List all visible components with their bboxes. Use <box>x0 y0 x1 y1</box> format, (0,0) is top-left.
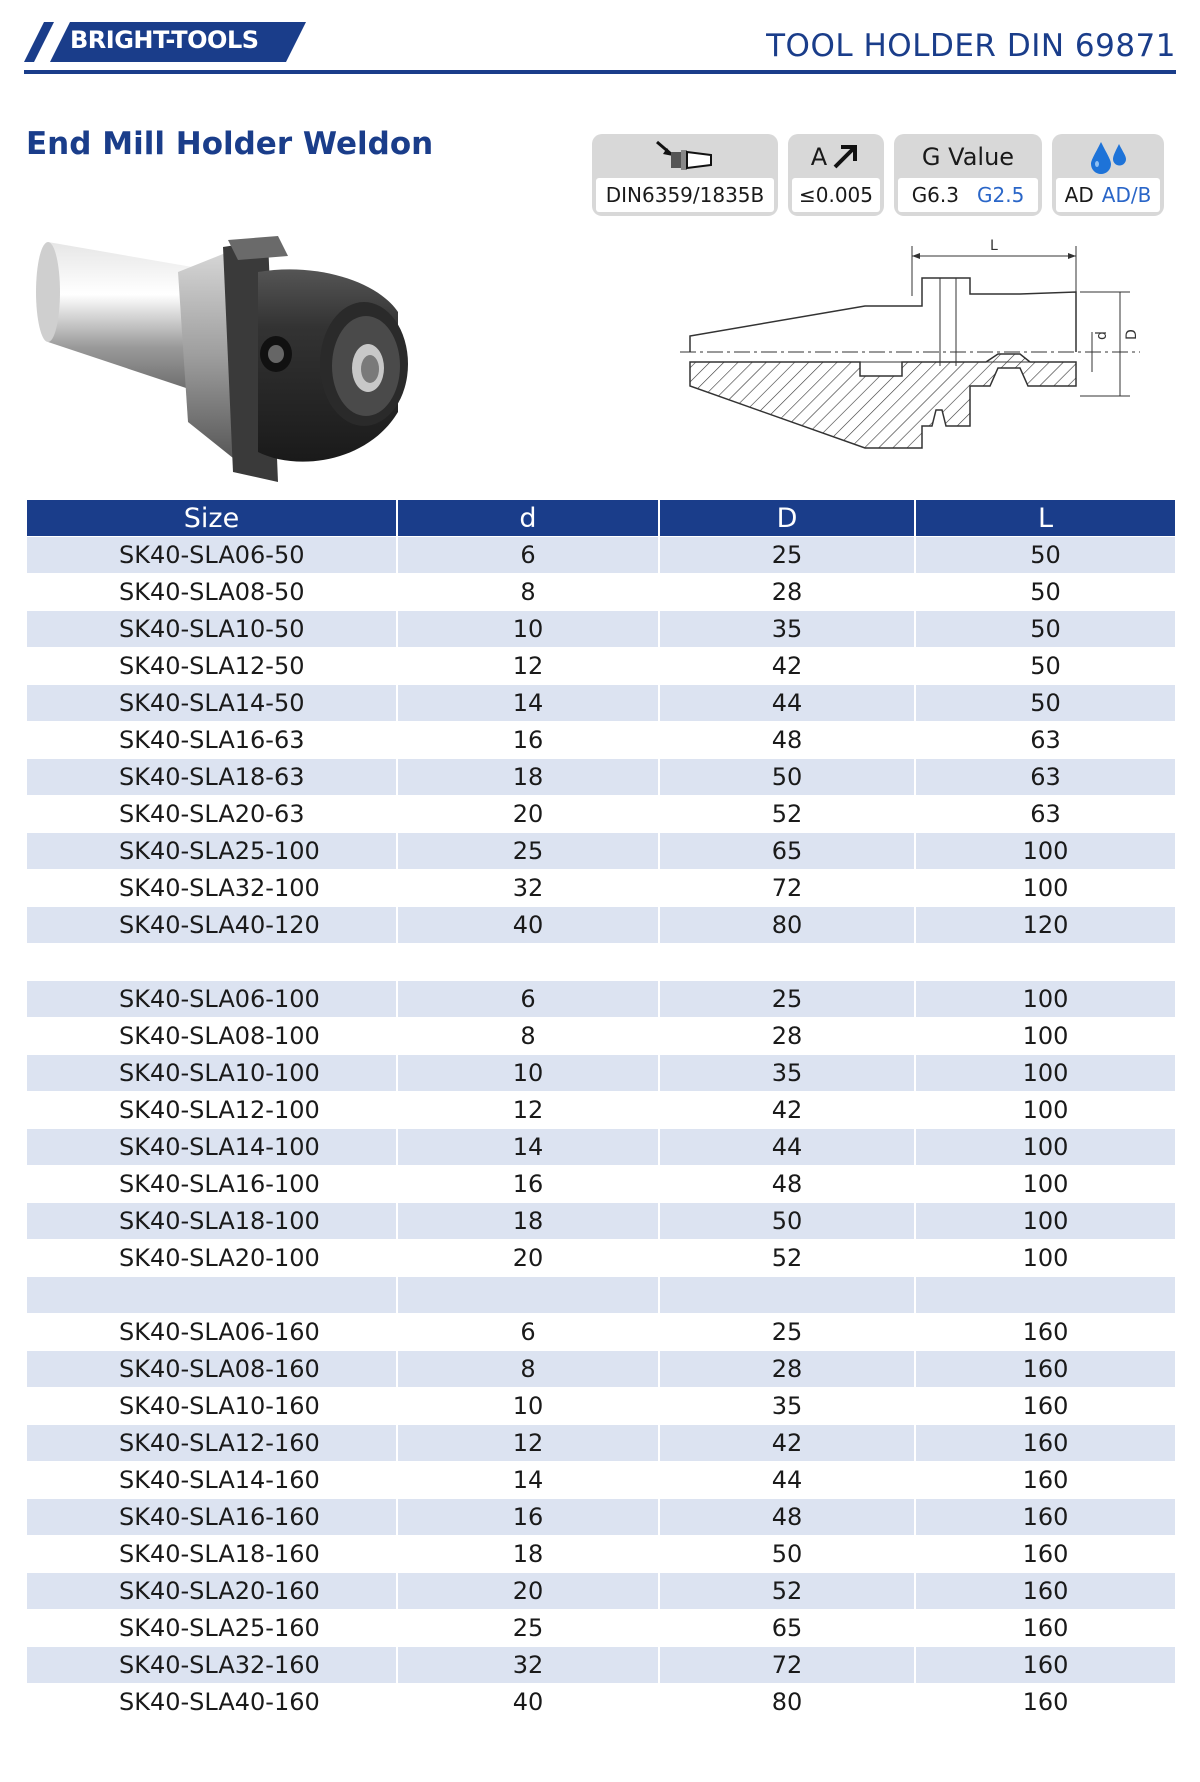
cell-D: 50 <box>659 1203 915 1240</box>
cell-size: SK40-SLA16-63 <box>27 722 397 759</box>
cell-d: 16 <box>397 722 659 759</box>
cell-size: SK40-SLA06-50 <box>27 537 397 574</box>
cell-D: 35 <box>659 611 915 648</box>
cell-D: 42 <box>659 1425 915 1462</box>
cell-L: 160 <box>915 1684 1175 1721</box>
cell-L: 160 <box>915 1610 1175 1647</box>
table-row <box>27 1314 1175 1351</box>
table-row <box>27 1647 1175 1684</box>
cell-d: 20 <box>397 796 659 833</box>
table-header-row <box>27 500 1175 537</box>
cell-d: 8 <box>397 574 659 611</box>
cell-size: SK40-SLA06-160 <box>27 1314 397 1351</box>
cell-size: SK40-SLA18-100 <box>27 1203 397 1240</box>
table-row <box>27 1573 1175 1610</box>
cell-D: 48 <box>659 1166 915 1203</box>
cell-L: 50 <box>915 537 1175 574</box>
table-row <box>27 907 1175 944</box>
table-row <box>27 1684 1175 1721</box>
cell-size: SK40-SLA20-100 <box>27 1240 397 1277</box>
cell-d: 20 <box>397 1240 659 1277</box>
cell-d: 18 <box>397 1203 659 1240</box>
cell-D: 65 <box>659 833 915 870</box>
cell-d: 12 <box>397 1425 659 1462</box>
cell-D: 48 <box>659 1499 915 1536</box>
cell-L: 160 <box>915 1536 1175 1573</box>
cell-L: 160 <box>915 1351 1175 1388</box>
spec-runout <box>788 134 884 216</box>
cell-D: 25 <box>659 981 915 1018</box>
drawing-label-d: d <box>1094 331 1110 340</box>
cell-size: SK40-SLA12-160 <box>27 1425 397 1462</box>
cell-D: 25 <box>659 537 915 574</box>
cell-size: SK40-SLA25-160 <box>27 1610 397 1647</box>
cell-size: SK40-SLA14-50 <box>27 685 397 722</box>
table-row <box>27 685 1175 722</box>
cell-D: 72 <box>659 1647 915 1684</box>
table-row <box>27 1351 1175 1388</box>
cell-d: 40 <box>397 1684 659 1721</box>
cell-D: 48 <box>659 722 915 759</box>
spec-balance-g63: G6.3 <box>911 183 959 207</box>
table-row <box>27 870 1175 907</box>
spec-coolant-ad: AD <box>1064 183 1094 207</box>
cell-d: 8 <box>397 1018 659 1055</box>
table-row <box>27 722 1175 759</box>
cell-size: SK40-SLA06-100 <box>27 981 397 1018</box>
drawing-label-l: L <box>990 238 998 254</box>
cell-D: 44 <box>659 1462 915 1499</box>
cell-size: SK40-SLA32-100 <box>27 870 397 907</box>
cell-L: 50 <box>915 685 1175 722</box>
drawing-label-D: D <box>1124 329 1140 340</box>
cell-L: 50 <box>915 648 1175 685</box>
cell-size: SK40-SLA18-160 <box>27 1536 397 1573</box>
spec-balance <box>894 134 1042 216</box>
cell-L: 63 <box>915 796 1175 833</box>
spacer-cell <box>27 944 397 981</box>
cell-d: 8 <box>397 1351 659 1388</box>
cell-d: 16 <box>397 1166 659 1203</box>
cell-d: 20 <box>397 1573 659 1610</box>
cell-D: 44 <box>659 685 915 722</box>
table-row <box>27 1092 1175 1129</box>
spacer-cell <box>915 1277 1175 1314</box>
cell-L: 100 <box>915 1166 1175 1203</box>
spec-runout-label: A <box>810 143 828 171</box>
cell-size: SK40-SLA12-100 <box>27 1092 397 1129</box>
cell-size: SK40-SLA40-160 <box>27 1684 397 1721</box>
cell-L: 63 <box>915 759 1175 796</box>
technical-drawing <box>680 236 1170 488</box>
cell-d: 14 <box>397 1462 659 1499</box>
table-row <box>27 1166 1175 1203</box>
cell-D: 28 <box>659 1351 915 1388</box>
spec-runout-value: ≤0.005 <box>798 183 873 207</box>
header-size: Size <box>27 500 397 537</box>
table-row <box>27 1129 1175 1166</box>
cell-size: SK40-SLA16-160 <box>27 1499 397 1536</box>
cell-size: SK40-SLA08-100 <box>27 1018 397 1055</box>
spacer-cell <box>915 944 1175 981</box>
cell-D: 50 <box>659 1536 915 1573</box>
cell-size: SK40-SLA20-63 <box>27 796 397 833</box>
cell-d: 14 <box>397 1129 659 1166</box>
spacer-cell <box>659 944 915 981</box>
cell-size: SK40-SLA18-63 <box>27 759 397 796</box>
spacer-cell <box>27 1277 397 1314</box>
table-row <box>27 1055 1175 1092</box>
table-row <box>27 648 1175 685</box>
cell-d: 25 <box>397 1610 659 1647</box>
cell-d: 14 <box>397 685 659 722</box>
cell-size: SK40-SLA08-50 <box>27 574 397 611</box>
table-row <box>27 1536 1175 1573</box>
table-row <box>27 1240 1175 1277</box>
cell-D: 52 <box>659 796 915 833</box>
table-row <box>27 833 1175 870</box>
cell-D: 65 <box>659 1610 915 1647</box>
cell-L: 100 <box>915 1055 1175 1092</box>
product-photo <box>28 232 418 494</box>
cell-D: 28 <box>659 1018 915 1055</box>
cell-L: 50 <box>915 574 1175 611</box>
cell-d: 6 <box>397 981 659 1018</box>
table-body <box>27 537 1175 1721</box>
cell-L: 160 <box>915 1425 1175 1462</box>
cell-size: SK40-SLA08-160 <box>27 1351 397 1388</box>
cell-L: 160 <box>915 1499 1175 1536</box>
cell-D: 52 <box>659 1573 915 1610</box>
cell-L: 120 <box>915 907 1175 944</box>
table-row <box>27 1388 1175 1425</box>
table-row <box>27 574 1175 611</box>
cell-size: SK40-SLA32-160 <box>27 1647 397 1684</box>
cell-d: 25 <box>397 833 659 870</box>
cell-L: 100 <box>915 1018 1175 1055</box>
cell-d: 32 <box>397 1647 659 1684</box>
cell-L: 100 <box>915 1240 1175 1277</box>
cell-size: SK40-SLA10-160 <box>27 1388 397 1425</box>
cell-L: 160 <box>915 1647 1175 1684</box>
cell-D: 72 <box>659 870 915 907</box>
table-spacer-row <box>27 1277 1175 1314</box>
cell-L: 50 <box>915 611 1175 648</box>
spec-coolant-adb: AD/B <box>1101 183 1152 207</box>
cell-d: 32 <box>397 870 659 907</box>
cell-d: 6 <box>397 537 659 574</box>
cell-d: 40 <box>397 907 659 944</box>
cell-size: SK40-SLA12-50 <box>27 648 397 685</box>
table-row <box>27 1425 1175 1462</box>
cell-L: 160 <box>915 1388 1175 1425</box>
cell-L: 63 <box>915 722 1175 759</box>
table-spacer-row <box>27 944 1175 981</box>
cell-L: 100 <box>915 1203 1175 1240</box>
cell-d: 10 <box>397 1388 659 1425</box>
cell-L: 160 <box>915 1573 1175 1610</box>
cell-D: 42 <box>659 1092 915 1129</box>
spacer-cell <box>397 1277 659 1314</box>
table-row <box>27 537 1175 574</box>
spacer-cell <box>659 1277 915 1314</box>
cell-D: 52 <box>659 1240 915 1277</box>
cell-size: SK40-SLA40-120 <box>27 907 397 944</box>
cell-d: 18 <box>397 1536 659 1573</box>
cell-L: 160 <box>915 1462 1175 1499</box>
cell-size: SK40-SLA14-160 <box>27 1462 397 1499</box>
cell-L: 160 <box>915 1314 1175 1351</box>
cell-size: SK40-SLA25-100 <box>27 833 397 870</box>
header-divider <box>24 70 1176 74</box>
cell-d: 16 <box>397 1499 659 1536</box>
coolant-drops-icon <box>1087 140 1129 174</box>
cell-D: 35 <box>659 1055 915 1092</box>
cell-L: 100 <box>915 1129 1175 1166</box>
cell-D: 50 <box>659 759 915 796</box>
spindle-icon <box>653 140 717 174</box>
spec-balance-label: G Value <box>921 143 1015 171</box>
spec-standard-value: DIN6359/1835B <box>605 183 765 207</box>
table-row <box>27 759 1175 796</box>
cell-D: 80 <box>659 907 915 944</box>
spec-standard <box>592 134 778 216</box>
cell-D: 44 <box>659 1129 915 1166</box>
cell-size: SK40-SLA14-100 <box>27 1129 397 1166</box>
cell-D: 28 <box>659 574 915 611</box>
cell-d: 12 <box>397 1092 659 1129</box>
spacer-cell <box>397 944 659 981</box>
header-L: L <box>915 500 1175 537</box>
cell-L: 100 <box>915 1092 1175 1129</box>
cell-d: 6 <box>397 1314 659 1351</box>
cell-L: 100 <box>915 833 1175 870</box>
header-d: d <box>397 500 659 537</box>
product-title: End Mill Holder Weldon <box>26 126 434 162</box>
table-row <box>27 981 1175 1018</box>
cell-d: 18 <box>397 759 659 796</box>
spec-coolant <box>1052 134 1164 216</box>
header-title: TOOL HOLDER DIN 69871 <box>766 28 1176 64</box>
table-row <box>27 1203 1175 1240</box>
table-row <box>27 1018 1175 1055</box>
spec-balance-g25: G2.5 <box>977 183 1025 207</box>
table-row <box>27 1499 1175 1536</box>
brand-name: BRIGHT-TOOLS <box>70 26 259 54</box>
cell-d: 10 <box>397 611 659 648</box>
cell-D: 25 <box>659 1314 915 1351</box>
runout-arrow-icon <box>831 143 861 171</box>
cell-L: 100 <box>915 870 1175 907</box>
cell-D: 35 <box>659 1388 915 1425</box>
cell-d: 12 <box>397 648 659 685</box>
table-row <box>27 1462 1175 1499</box>
table-row <box>27 796 1175 833</box>
cell-d: 10 <box>397 1055 659 1092</box>
cell-L: 100 <box>915 981 1175 1018</box>
cell-D: 42 <box>659 648 915 685</box>
cell-size: SK40-SLA10-100 <box>27 1055 397 1092</box>
table-row <box>27 611 1175 648</box>
table-row <box>27 1610 1175 1647</box>
spec-table <box>27 500 1175 1720</box>
cell-D: 80 <box>659 1684 915 1721</box>
cell-size: SK40-SLA10-50 <box>27 611 397 648</box>
cell-size: SK40-SLA16-100 <box>27 1166 397 1203</box>
cell-size: SK40-SLA20-160 <box>27 1573 397 1610</box>
header-D: D <box>659 500 915 537</box>
